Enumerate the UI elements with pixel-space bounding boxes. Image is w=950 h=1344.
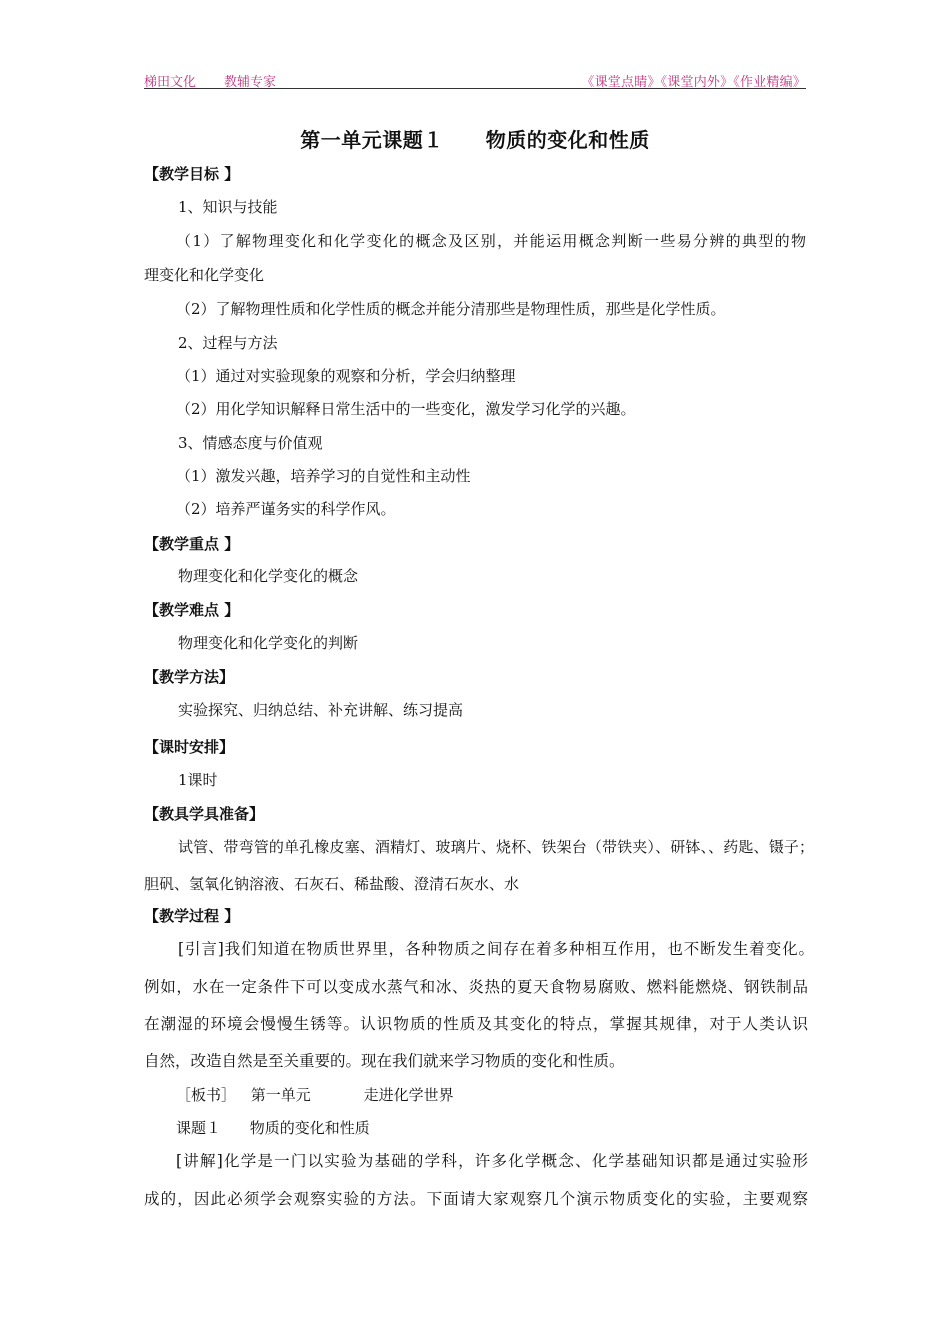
board-lesson-row [176,1118,576,1138]
process-lecture-line1: [讲解]化学是一门以实验为基础的学科，许多化学概念、化学基础知识都是通过实验形 [176,1152,808,1170]
process-intro-line3: 在潮湿的环境会慢慢生锈等。认识物质的性质及其变化的特点，掌握其规律，对于人类认识 [144,1015,808,1033]
board-heading-row [176,1085,576,1105]
header-slogan: 教辅专家 [224,75,277,90]
page-header [144,70,806,89]
header-brand-group [144,71,276,90]
board-unit: 第一单元 [250,1086,311,1104]
document-title [0,124,950,153]
process-intro-line1: [引言]我们知道在物质世界里，各种物质之间存在着多种相互作用，也不断发生着变化。 [178,940,814,958]
header-series: 《课堂点睛》《课堂内外》《作业精编》 [581,75,806,90]
difficulties-heading: 【教学难点 】 [144,601,240,619]
process-intro-line2: 例如，水在一定条件下可以变成水蒸气和冰、炎热的夏天食物易腐败、燃料能燃烧、钢铁制品 [144,978,808,996]
process-heading: 【教学过程 】 [144,907,240,925]
materials-heading: 【教具学具准备】 [144,805,265,823]
key-points-text: 物理变化和化学变化的概念 [178,567,359,585]
process-intro-line4: 自然，改造自然是至关重要的。现在我们就来学习物质的变化和性质。 [144,1052,625,1070]
goals-process: 2、过程与方法 [178,334,278,352]
goals-p1: （1）通过对实验现象的观察和分析，学会归纳整理 [176,367,516,385]
methods-heading: 【教学方法】 [144,668,235,686]
methods-text: 实验探究、归纳总结、补充讲解、练习提高 [178,701,464,719]
materials-line1: 试管、带弯管的单孔橡皮塞、酒精灯、玻璃片、烧杯、铁架台（带铁夹）、研钵、、药匙、镊子； [178,838,814,856]
key-points-heading: 【教学重点 】 [144,535,240,553]
goals-heading: 【教学目标 】 [144,165,240,183]
board-unit-title: 走进化学世界 [363,1086,454,1104]
schedule-text: 1课时 [178,771,218,789]
difficulties-text: 物理变化和化学变化的判断 [178,634,359,652]
materials-line2: 胆矾、氢氧化钠溶液、石灰石、稀盐酸、澄清石灰水、水 [144,875,520,893]
board-lesson-title: 物质的变化和性质 [249,1119,370,1137]
goals-p2: （2）用化学知识解释日常生活中的一些变化，激发学习化学的兴趣。 [176,400,636,418]
goals-emotion: 3、情感态度与价值观 [178,434,323,452]
board-lesson: 课题１ [176,1119,222,1137]
schedule-heading: 【课时安排】 [144,738,235,756]
goals-e2: （2）培养严谨务实的科学作风。 [176,500,396,518]
title-topic: 物质的变化和性质 [485,128,650,152]
process-lecture-line2: 成的，因此必须学会观察实验的方法。下面请大家观察几个演示物质变化的实验，主要观察 [144,1190,808,1208]
title-unit: 第一单元课题１ [300,128,444,152]
goals-knowledge: 1、知识与技能 [178,198,278,216]
header-brand: 梯田文化 [144,75,197,90]
goals-e1: （1）激发兴趣，培养学习的自觉性和主动性 [176,467,471,485]
goals-k2: （2）了解物理性质和化学性质的概念并能分清那些是物理性质，那些是化学性质。 [176,300,726,318]
goals-k1-line1: （1）了解物理变化和化学变化的概念及区别，并能运用概念判断一些易分辨的典型的物 [176,232,806,250]
goals-k1-line2: 理变化和化学变化 [144,266,265,284]
board-label: ［板书］ [176,1086,237,1104]
